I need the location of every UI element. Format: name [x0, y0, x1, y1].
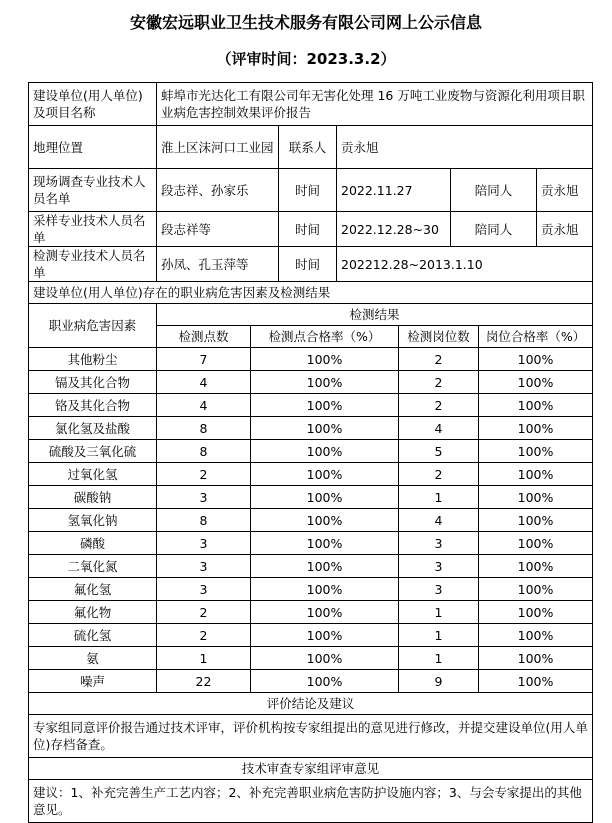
point-rate-cell: 100% [251, 532, 399, 555]
point-rate-cell: 100% [251, 371, 399, 394]
testing-time-label: 时间 [279, 247, 337, 282]
testing-value: 孙凤、孔玉萍等 [157, 247, 279, 282]
point-rate-cell: 100% [251, 624, 399, 647]
point-rate-cell: 100% [251, 463, 399, 486]
post-rate-cell: 100% [479, 532, 593, 555]
table-row [29, 486, 593, 509]
sampling-time-value: 2022.12.28~30 [337, 212, 451, 247]
unit-label: 建设单位(用人单位)及项目名称 [29, 83, 157, 126]
survey-value: 段志祥、孙家乐 [157, 169, 279, 212]
posts-cell: 9 [399, 670, 479, 693]
factor-cell: 噪声 [29, 670, 157, 693]
posts-cell: 2 [399, 394, 479, 417]
table-row [29, 624, 593, 647]
point-rate-cell: 100% [251, 578, 399, 601]
col-header-points: 检测点数 [157, 326, 251, 348]
factor-header: 职业病危害因素 [29, 304, 157, 348]
factor-cell: 氟化物 [29, 601, 157, 624]
posts-cell: 1 [399, 624, 479, 647]
survey-accomp-label: 陪同人 [451, 169, 537, 212]
points-cell: 1 [157, 647, 251, 670]
factor-cell: 硫化氢 [29, 624, 157, 647]
points-cell: 8 [157, 440, 251, 463]
table-row [29, 394, 593, 417]
table-row [29, 348, 593, 371]
survey-time-value: 2022.11.27 [337, 169, 451, 212]
post-rate-cell: 100% [479, 509, 593, 532]
post-rate-cell: 100% [479, 440, 593, 463]
survey-accomp-value: 贡永旭 [537, 169, 593, 212]
posts-cell: 2 [399, 371, 479, 394]
conclusion-title: 评价结论及建议 [29, 693, 593, 715]
point-rate-cell: 100% [251, 509, 399, 532]
col-header-point-rate: 检测点合格率（%） [251, 326, 399, 348]
post-rate-cell: 100% [479, 578, 593, 601]
points-cell: 8 [157, 417, 251, 440]
table-row [29, 532, 593, 555]
table-row [29, 417, 593, 440]
table-row [29, 578, 593, 601]
post-rate-cell: 100% [479, 394, 593, 417]
posts-cell: 3 [399, 555, 479, 578]
col-header-posts: 检测岗位数 [399, 326, 479, 348]
post-rate-cell: 100% [479, 417, 593, 440]
expert-title: 技术审查专家组评审意见 [29, 758, 593, 780]
location-value: 淮上区沫河口工业园 [157, 126, 279, 169]
posts-cell: 2 [399, 463, 479, 486]
factor-cell: 氢氧化钠 [29, 509, 157, 532]
post-rate-cell: 100% [479, 463, 593, 486]
posts-cell: 1 [399, 486, 479, 509]
col-header-post-rate: 岗位合格率（%） [479, 326, 593, 348]
points-cell: 4 [157, 394, 251, 417]
point-rate-cell: 100% [251, 486, 399, 509]
posts-cell: 4 [399, 509, 479, 532]
table-row [29, 670, 593, 693]
points-cell: 2 [157, 624, 251, 647]
posts-cell: 2 [399, 348, 479, 371]
post-rate-cell: 100% [479, 601, 593, 624]
point-rate-cell: 100% [251, 601, 399, 624]
factor-cell: 过氧化氢 [29, 463, 157, 486]
post-rate-cell: 100% [479, 348, 593, 371]
unit-value: 蚌埠市光达化工有限公司年无害化处理 16 万吨工业废物与资源化利用项目职业病危害控制效果评价报告 [157, 83, 593, 126]
post-rate-cell: 100% [479, 555, 593, 578]
sampling-time-label: 时间 [279, 212, 337, 247]
disclosure-table [28, 82, 593, 823]
table-row [29, 440, 593, 463]
point-rate-cell: 100% [251, 417, 399, 440]
page-title: 安徽宏远职业卫生技术服务有限公司网上公示信息 [129, 13, 482, 32]
post-rate-cell: 100% [479, 647, 593, 670]
factor-cell: 其他粉尘 [29, 348, 157, 371]
point-rate-cell: 100% [251, 348, 399, 371]
factor-cell: 镉及其化合物 [29, 371, 157, 394]
table-row [29, 509, 593, 532]
points-cell: 7 [157, 348, 251, 371]
factor-cell: 二氧化氮 [29, 555, 157, 578]
points-cell: 3 [157, 578, 251, 601]
factor-cell: 氨 [29, 647, 157, 670]
posts-cell: 5 [399, 440, 479, 463]
point-rate-cell: 100% [251, 670, 399, 693]
posts-cell: 1 [399, 647, 479, 670]
factor-cell: 氟化氢 [29, 578, 157, 601]
posts-cell: 3 [399, 532, 479, 555]
table-row [29, 371, 593, 394]
factor-cell: 氯化氢及盐酸 [29, 417, 157, 440]
points-cell: 22 [157, 670, 251, 693]
conclusion-text: 专家组同意评价报告通过技术评审，评价机构按专家组提出的意见进行修改，并提交建设单位(用人单位)存档备查。 [29, 715, 593, 758]
hazards-section-title: 建设单位(用人单位)存在的职业病危害因素及检测结果 [29, 282, 593, 304]
survey-label: 现场调查专业技术人员名单 [29, 169, 157, 212]
contact-value: 贡永旭 [337, 126, 593, 169]
point-rate-cell: 100% [251, 555, 399, 578]
sampling-accomp-label: 陪同人 [451, 212, 537, 247]
post-rate-cell: 100% [479, 624, 593, 647]
points-cell: 4 [157, 371, 251, 394]
table-row [29, 463, 593, 486]
table-row [29, 601, 593, 624]
factor-cell: 碳酸钠 [29, 486, 157, 509]
review-time: （评审时间：2023.3.2） [216, 50, 396, 68]
points-cell: 2 [157, 601, 251, 624]
sampling-value: 段志祥等 [157, 212, 279, 247]
table-row [29, 555, 593, 578]
points-cell: 3 [157, 532, 251, 555]
post-rate-cell: 100% [479, 371, 593, 394]
point-rate-cell: 100% [251, 647, 399, 670]
points-cell: 8 [157, 509, 251, 532]
results-header: 检测结果 [157, 304, 593, 326]
post-rate-cell: 100% [479, 486, 593, 509]
points-cell: 2 [157, 463, 251, 486]
survey-time-label: 时间 [279, 169, 337, 212]
factor-cell: 铬及其化合物 [29, 394, 157, 417]
posts-cell: 1 [399, 601, 479, 624]
points-cell: 3 [157, 486, 251, 509]
point-rate-cell: 100% [251, 394, 399, 417]
sampling-label: 采样专业技术人员名单 [29, 212, 157, 247]
factor-cell: 硫酸及三氧化硫 [29, 440, 157, 463]
sampling-accomp-value: 贡永旭 [537, 212, 593, 247]
table-row [29, 647, 593, 670]
posts-cell: 3 [399, 578, 479, 601]
posts-cell: 4 [399, 417, 479, 440]
points-cell: 3 [157, 555, 251, 578]
location-label: 地理位置 [29, 126, 157, 169]
expert-text: 建议：1、补充完善生产工艺内容；2、补充完善职业病危害防护设施内容；3、与会专家提出的其他意见。 [29, 780, 593, 823]
point-rate-cell: 100% [251, 440, 399, 463]
testing-label: 检测专业技术人员名单 [29, 247, 157, 282]
contact-label: 联系人 [279, 126, 337, 169]
factor-cell: 磷酸 [29, 532, 157, 555]
post-rate-cell: 100% [479, 670, 593, 693]
testing-time-value: 202212.28~2013.1.10 [337, 247, 593, 282]
